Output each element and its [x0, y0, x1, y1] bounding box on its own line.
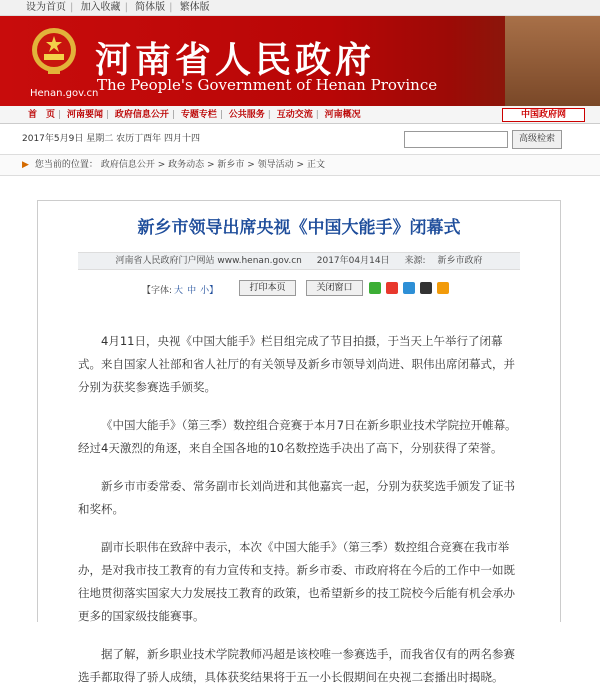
breadcrumb-label: 您当前的位置：: [34, 160, 98, 170]
print-button[interactable]: 打印本页: [239, 280, 296, 296]
top-utility-bar: 设为首页 | 加入收藏 | 简体版 | 繁体版: [0, 0, 600, 16]
breadcrumb-leaders[interactable]: 领导活动: [257, 160, 294, 170]
article-title: 新乡市领导出席央视《中国大能手》闭幕式: [137, 218, 461, 238]
font-medium-link[interactable]: 中: [187, 286, 197, 296]
date-row: [0, 124, 600, 154]
buddha-statue-image: [505, 16, 600, 106]
breadcrumb-xinxiang[interactable]: 新乡市: [217, 160, 245, 170]
china-gov-net-link[interactable]: 中国政府网: [502, 108, 585, 122]
article-panel: [37, 200, 561, 684]
article-origin: 新乡市政府: [437, 256, 483, 266]
close-window-button[interactable]: 关闭窗口: [306, 280, 363, 296]
share-icons: [369, 282, 451, 297]
advanced-search-button[interactable]: 高级检索: [512, 130, 562, 149]
current-date: 2017年5月9日 星期二 农历丁酉年 四月十四: [22, 134, 200, 144]
breadcrumb-gov-news[interactable]: 政务动态: [168, 160, 205, 170]
article-paragraph: 副市长职伟在致辞中表示，本次《中国大能手》（第三季）数控组合竞赛在我市举办，是对我市技工教育的有力宣传和支持。新乡市委、市政府将在今后的工作中一如既往地贯彻落实国家大力发展技工教育的政策，也希望新乡的技工院校今后能有机会承办更多的国家级技能赛事。: [78, 540, 515, 623]
article-body: [78, 330, 520, 689]
breadcrumb-arrow-icon: ▶: [22, 160, 29, 170]
nav-special-topics[interactable]: 专题专栏: [180, 110, 217, 120]
national-emblem-icon: [30, 26, 78, 76]
breadcrumb: ▶ 您当前的位置： 政府信息公开 > 政务动态 > 新乡市 > 领导活动 > 正文: [0, 154, 600, 176]
font-size-selector: [142, 283, 220, 296]
site-title-cn: 河南省人民政府: [95, 39, 376, 81]
article-tools: [38, 280, 560, 298]
search-input[interactable]: [404, 131, 508, 148]
renren-share-icon[interactable]: [420, 282, 432, 294]
simplified-link[interactable]: 简体版: [135, 2, 166, 13]
font-small-link[interactable]: 小】: [200, 286, 219, 296]
nav-henan-overview[interactable]: 河南概况: [324, 110, 361, 120]
article-origin-label: 来源:: [404, 256, 426, 266]
nav-public-service[interactable]: 公共服务: [228, 110, 265, 120]
article-paragraph: 《中国大能手》（第三季）数控组合竞赛于本月7日在新乡职业技术学院拉开帷幕。经过4天激烈的角逐，来自全国各地的10名数控选手决出了高下，分别获得了荣誉。: [78, 418, 517, 455]
nav-home[interactable]: 首 页: [28, 110, 56, 120]
set-homepage-link[interactable]: 设为首页: [26, 2, 66, 13]
traditional-link[interactable]: 繁体版: [179, 2, 210, 13]
wechat-share-icon[interactable]: [369, 282, 381, 294]
article-paragraph: 4月11日，央视《中国大能手》栏目组完成了节目拍摄，于当天上午举行了闭幕式。来自国家人社部和省人社厅的有关领导及新乡市领导刘尚进、职伟出席闭幕式，并分别为获奖参赛选手颁奖。: [78, 334, 515, 394]
article-date: 2017年04月14日: [316, 256, 390, 266]
nav-interaction[interactable]: 互动交流: [276, 110, 313, 120]
add-favorite-link[interactable]: 加入收藏: [80, 2, 121, 13]
nav-gov-info[interactable]: 政府信息公开: [114, 110, 169, 120]
breadcrumb-current: 正文: [306, 160, 325, 170]
breadcrumb-gov-info[interactable]: 政府信息公开: [100, 160, 155, 170]
nav-henan-news[interactable]: 河南要闻: [66, 110, 103, 120]
font-size-label: 【字体:: [142, 286, 173, 296]
qzone-share-icon[interactable]: [403, 282, 415, 294]
site-url: Henan.gov.cn: [30, 88, 99, 99]
article-paragraph: 据了解，新乡职业技术学院教师冯超是该校唯一参赛选手，而我省仅有的两名参赛选手都取得了骄人成绩，具体获奖结果将于五一小长假期间在央视二套播出时揭晓。: [78, 647, 515, 684]
article-meta: [78, 252, 520, 270]
more-share-icon[interactable]: [437, 282, 449, 294]
article-source: 河南省人民政府门户网站 www.henan.gov.cn: [115, 256, 302, 266]
main-nav: 首 页 | 河南要闻 | 政府信息公开 | 专题专栏 | 公共服务 | 互动交流 | 河南概况 中国政府网: [0, 106, 600, 124]
site-title-en: The People's Government of Henan Province: [97, 76, 438, 94]
header-banner: [0, 16, 600, 106]
font-large-link[interactable]: 大: [174, 286, 184, 296]
weibo-share-icon[interactable]: [386, 282, 398, 294]
article-paragraph: 新乡市市委常委、常务副市长刘尚进和其他嘉宾一起，分别为获奖选手颁发了证书和奖杯。: [78, 479, 515, 516]
